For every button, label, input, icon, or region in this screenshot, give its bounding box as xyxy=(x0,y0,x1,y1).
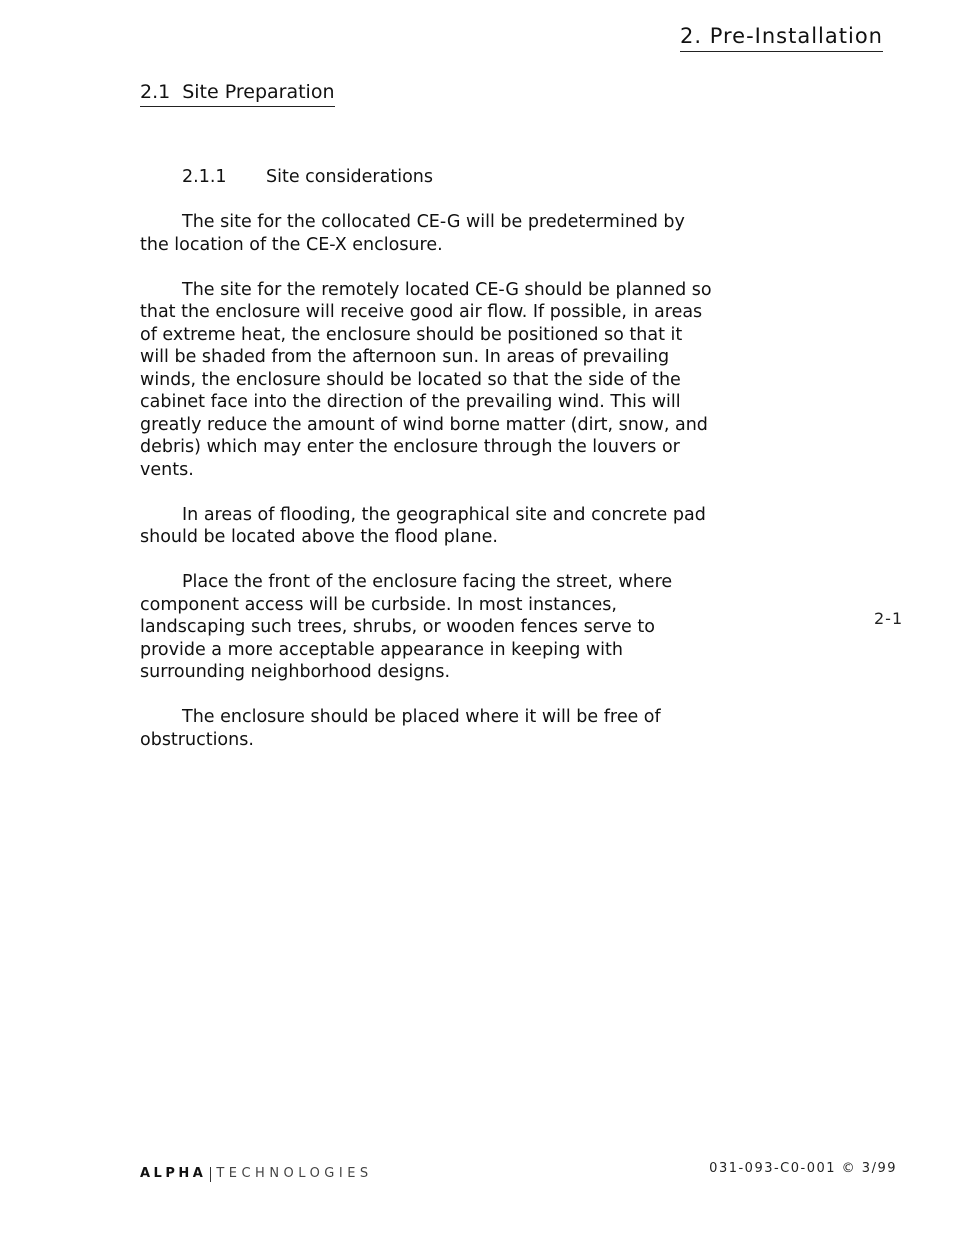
subsection-title: Site considerations xyxy=(266,167,433,187)
paragraph-text: The enclosure should be placed where it will be free of obstructions. xyxy=(140,707,661,750)
page-number: 2-1 xyxy=(874,609,904,628)
section-title: Site Preparation xyxy=(182,81,335,103)
chapter-title: 2. Pre-Installation xyxy=(680,22,883,52)
document-id: 031-093-C0-001 © 3/99 xyxy=(709,1161,897,1176)
paragraph-text: The site for the collocated CE-G will be predetermined by the location of the CE-X enclosure. xyxy=(140,212,685,255)
paragraph xyxy=(140,571,770,684)
paragraph-text: The site for the remotely located CE-G should be planned so that the enclosure will receive good air flow. If possible, in areas of extreme heat, the enclosure should be positioned so that it will be shaded from the afternoon sun. In areas of prevailing winds, the enclosure should be located so that the side of the cabinet face into the direction of the prevailing wind. This will greatly reduce the amount of wind borne matter (dirt, snow, and debris) which may enter the enclosure through the louvers or vents. xyxy=(140,279,712,480)
section-number: 2.1 xyxy=(140,81,171,103)
logo-alpha: ALPHA xyxy=(140,1166,207,1181)
body-text xyxy=(140,211,770,774)
paragraph xyxy=(140,211,770,256)
logo-divider xyxy=(210,1167,211,1182)
paragraph xyxy=(140,279,770,482)
paragraph xyxy=(140,706,770,751)
subsection-heading xyxy=(182,166,433,188)
paragraph xyxy=(140,504,770,549)
alpha-technologies-logo xyxy=(140,1166,373,1182)
section-heading xyxy=(140,79,335,107)
paragraph-text: In areas of flooding, the geographical site and concrete pad should be located above the flood plane. xyxy=(140,504,706,547)
subsection-number: 2.1.1 xyxy=(182,167,227,187)
logo-technologies: TECHNOLOGIES xyxy=(216,1166,373,1181)
paragraph-text: Place the front of the enclosure facing the street, where component access will be curbside. In most instances, landscaping such trees, shrubs, or wooden fences serve to provide a more acceptable appearance in keeping with surrounding neighborhood designs. xyxy=(140,572,673,682)
